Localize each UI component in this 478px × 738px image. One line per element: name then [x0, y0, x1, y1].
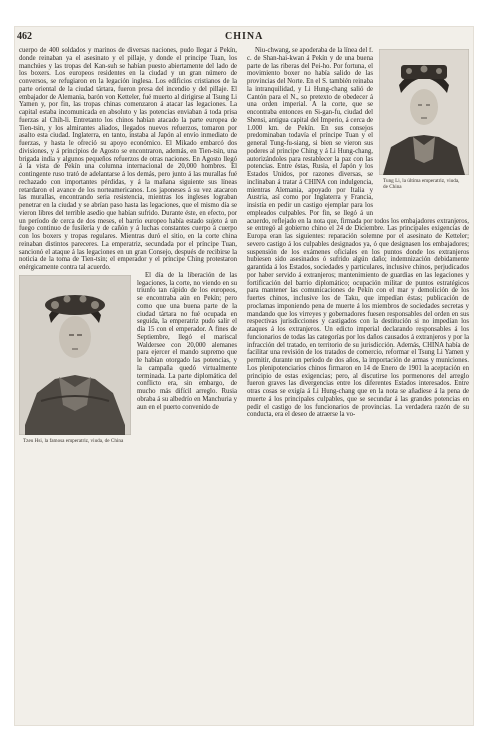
right-text-column	[247, 47, 469, 715]
document-page	[14, 26, 474, 726]
body-paragraph: El día de la liberación de las legaciones, la corte, no viendo en su triunfo tan rápido de los europeos, se encontraba aún en Pekín; pero como que una buena parte de la ciudad tártara no fué ocupada en seguida, la emperatriz pudo salir el día 15 con el emperador. A fines de Septiembre, llegó el mariscal Waldersee con 20,000 alemanes para ejercer el mando supremo que le habían otorgado las potencias, y la campaña quedó virtualmente terminada. La parte diplomática del conflicto era, sin embargo, de mucho más difícil arreglo. Rusia obraba á su albedrío en Manchuria y aun en el puerto convenido de	[137, 271, 237, 411]
portrait-photo-tung-li	[379, 49, 469, 175]
page-header	[15, 31, 473, 45]
figure-tzeu-hsi	[19, 275, 131, 465]
left-text-column	[19, 47, 237, 715]
body-paragraph: cuerpo de 400 soldados y marinos de diversas naciones, pudo llegar á Pekín, donde reinaban ya el asesinato y el pillaje, y donde el principe Tuan, los manchúes y las tropas del Kan-suh se habían puesto abiertamente del lado de los boxers. Los europeos residentes en la ciudad y un gran número de conversos, se refugiaron en la legación inglesa. Los edificios cristianos de la parte oriental de la ciudad tártara, fueron presa del incendio y del pillaje. El embajador de Alemania, barón von Ketteler, fué muerto al dirigirse al Tsung Li Yamen y, por fin, las tropas chinas comenzaron á atacar las legaciones. La capital estaba incomunicada en absoluto y las potencias enviaban á toda prisa fuerzas al Chih-li. Entretanto los chinos habían atacado la parte europea de Tien-tsin, y los almirantes aliados, llegados nuevos refuerzos, tomaron por asalto esta ciudad. Inglaterra, en tanto, instaba al Japón al envío inmediato de fuerzas, y hasta le ofreció su apoyo económico. El Mikado embarcó dos divisiones, y á principios de Agosto se encontraron, además, en Tien-tsin, una brigada india y algunos pequeños refuerzos de otras naciones. En Agosto llegó á la vista de Pekín una columna internacional de 20,000 hombres. El contingente ruso trató de adelantarse á los demás, pero junto á las murallas fué rechazado con importantes pérdidas, y á la mañana siguiente sus líneas retardaron el avance de los norteamericanos. Los japoneses á su vez atacaron las murallas, encontrando seria resistencia, mientras los ingleses lograban penetrar en la ciudad y se abrían paso hasta las legaciones, que el mismo día se vieron libres del terrible asedio que habían sufrido. Durante éste, en efecto, por un período de cerca de dos meses, el barrio europeo había estado sujeto á un fuego continuo de fusilería y de cañón y á luchas constantes cuerpo á cuerpo con los boxers y tropas regulares. Mientras duró el sitio, en la corte chinа reinaban distintos pareceres. La emperatriz, secundada por el príncipe Tuan, sancionó el ataque á las legaciones en un gran Consejo, después de recibirse la noticia de la toma de Tien-tsin; el emperador y el príncipe Ching protestaron enérgicamente contra tal acuerdo.	[19, 47, 237, 271]
figure-caption-tung-li: Tung Li, la última emperatriz, viuda, de China	[383, 178, 460, 190]
page-number: 462	[17, 31, 32, 42]
portrait-photo-tzeu-hsi	[19, 275, 131, 435]
body-paragraph: Niu-chwang, se apoderaba de la línea del f. c. de Shan-hai-kwan á Pekín y de una buena parte de las riberas del Pei-ho. Por fortuna, el movimiento boxer no había salido de las provincias del Norte. En el S. también reinaba la intranquilidad, y Li Hung-chang salió de Cantón para el N., so pretexto de obedecer á una orden imperial. A la corte, que se encontraba entonces en Si-gan-fu, ciudad del Shensi, antigua capital del Imperio, á cerca de 1.000 km. de Pekín. En sus consejos predominaban todavía el príncipe Tuan y el general Tung-fu-siang, si bien se vieron sus poderes al principe Ching y á Li Hung-chang, autorizándoles para restablecer la paz con las potencias. Entre éstas, Rusia, el Japón y los Estados Unidos, por razones diversas, se inclinaban á tratar á CHINA con indulgencia, mientras Alemania, apoyado por Italia y Austria, así como por Inglaterra y Francia, insistía en pedir un castigo ejemplar para los empleados culpables. Por fin, se llegó á un acuerdo, reflejado en la nota que, firmada por todos los embajadores extranjeros, se entregó al gobierno chino el 24 de Diciembre. Las principales exigencias de Europa eran las siguientes: reparación solemne por el asesinato de Ketteler; severo castigo á los culpables designados ya, ó que designasen los embajadores; suspensión de los exámenes oficiales en los puntos donde los extranjeros hubiesen sido asesinados ó sufrido algún daño; indemnización debidamente garantida á los Estados, sociedades y particulares, inclusive chinos, perjudicados por haber servido á extranjeros; mantenimiento de guardias en las legaciones y fortificación del barrio diplomático; ocupación militar de puntos estratégicos para mantener las comunicaciones de Pekín con el mar y demolición de los fuertes chinos, inclusive los de Taku, que impedían éstas; publicación de proclamas imponiendo pena de muerte á los miembros de sociedades secretas y mandando que los virreyes y gobernadores fuesen responsables del orden en sus respectivas jurisdicciones y castigados con la destitución si no impedían los ataques á los extranjeros. Un edicto imperial declarando responsables á los funcionarios de todas las categorías por los daños causados á extranjeros y por la infracción del tratado, en territorio de su jurisdicción. Además, CHINA había de facilitar una revisión de los tratados de comercio, reformar el Tsung Li Yamen y permitir, durante un período de dos años, la importación de armas y municiones. Los plenipotenciarios chinos firmaron en 14 de Enero de 1901 la aceptación en principio de estas exigencias; pero, al discutirse los pormenores del arreglo fueron graves las divergencias entre los diferentes Estados interesados. Entre otras cosas se exigía á Li Hung-chang que en la nota se añadiese á la pena de muerte á los principales culpables, que se secundar á las grandes potencias en pedir el castigo de los funcionarios de provincias. La verdadera razón de su conducta, era el deseo de atraerse la vo-	[247, 47, 469, 419]
figure-caption-tzeu-hsi: Tzeu Hsi, la famosa emperatriz, viuda, de China	[23, 437, 124, 444]
running-title: CHINA	[225, 31, 264, 42]
figure-tung-li	[379, 49, 469, 209]
